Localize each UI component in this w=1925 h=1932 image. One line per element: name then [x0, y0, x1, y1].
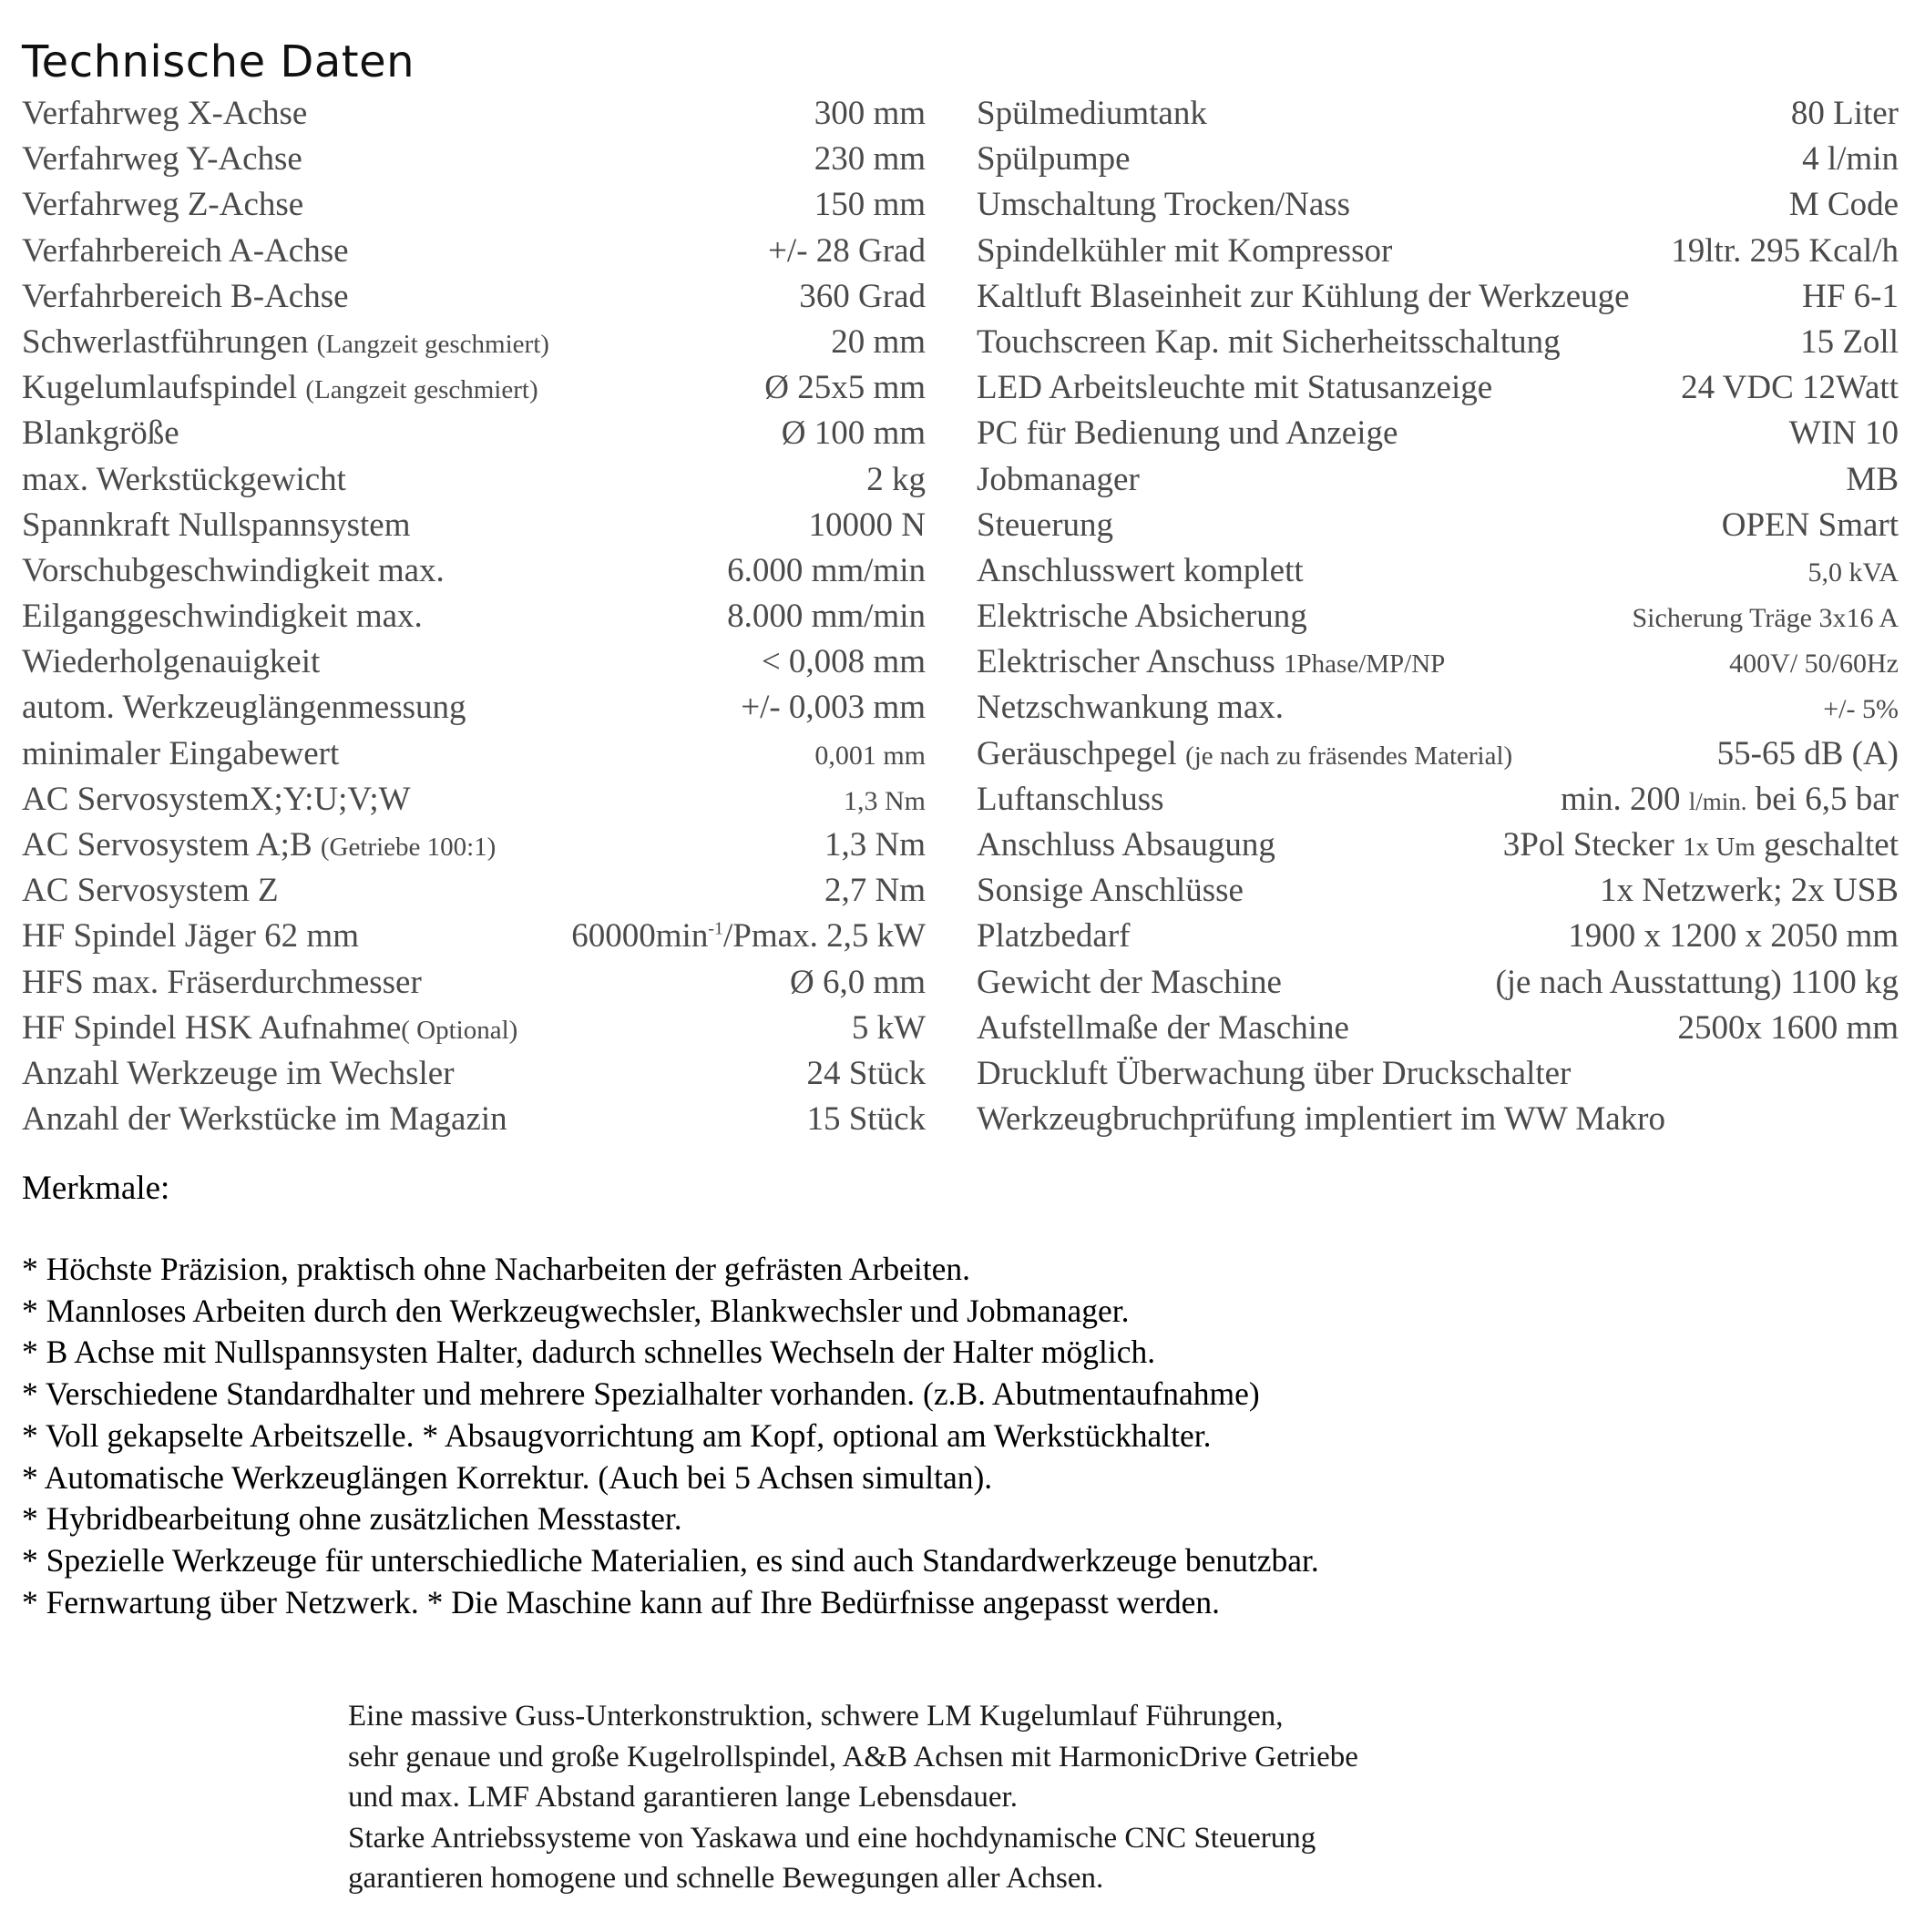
- spec-value: [571, 914, 926, 959]
- spec-note: (Langzeit geschmiert): [305, 375, 538, 405]
- spec-label: Werkzeugbruchprüfung implentiert im WW Makro: [977, 1100, 1665, 1139]
- spec-row: [977, 594, 1899, 639]
- spec-value: 150 mm: [814, 186, 926, 224]
- plug-switch-suffix: geschaltet: [1755, 826, 1899, 864]
- spec-label: HF Spindel HSK Aufnahme: [22, 1008, 402, 1047]
- spec-value: +/- 5%: [1823, 694, 1899, 725]
- spec-label: AC Servosystem A;B: [22, 826, 312, 864]
- spec-row: [22, 594, 926, 639]
- spec-label: Verfahrweg Y-Achse: [22, 140, 302, 179]
- spec-label: autom. Werkzeuglängenmessung: [22, 689, 466, 727]
- spindle-speed: 60000min: [571, 917, 709, 956]
- air-pressure-value: bei 6,5 bar: [1746, 780, 1899, 818]
- air-flow-unit: l/min.: [1688, 787, 1747, 815]
- spec-row: [22, 639, 926, 685]
- spec-row: [22, 960, 926, 1006]
- description-line: und max. LMF Abstand garantieren lange Lebensdauer.: [348, 1781, 1018, 1814]
- spec-table-right: [977, 91, 1899, 1142]
- spec-row: [977, 868, 1899, 914]
- spec-label: Anzahl Werkzeuge im Wechsler: [22, 1054, 455, 1092]
- spec-row: [22, 685, 926, 731]
- air-flow-value: min. 200: [1560, 780, 1689, 818]
- spec-row: [977, 777, 1899, 823]
- spec-label: Kaltluft Blaseinheit zur Kühlung der Werkzeuge: [977, 277, 1630, 315]
- spec-row: [977, 823, 1899, 868]
- spec-row: [22, 411, 926, 456]
- spec-row: [22, 137, 926, 182]
- spec-value: 360 Grad: [799, 277, 926, 315]
- spec-value: 1,3 Nm: [844, 785, 926, 816]
- spec-value: [1503, 823, 1899, 870]
- spec-value: HF 6-1: [1802, 277, 1899, 315]
- spec-value: 1x Netzwerk; 2x USB: [1600, 872, 1899, 910]
- spec-label: Luftanschluss: [977, 780, 1164, 818]
- spec-label: max. Werkstückgewicht: [22, 460, 346, 498]
- spec-row: [977, 503, 1899, 548]
- spec-label: Schwerlastführungen: [22, 322, 309, 361]
- plug-type: 3Pol Stecker: [1502, 826, 1684, 864]
- spec-label: Vorschubgeschwindigkeit max.: [22, 551, 445, 589]
- spec-label: Druckluft Überwachung über Druckschalter: [977, 1054, 1572, 1092]
- spec-value: OPEN Smart: [1721, 506, 1899, 544]
- spec-label: HF Spindel Jäger 62 mm: [22, 917, 359, 956]
- spec-label: AC ServosystemX;Y:U;V;W: [22, 780, 411, 818]
- feature-item: * Mannloses Arbeiten durch den Werkzeugwechsler, Blankwechsler und Jobmanager.: [22, 1292, 1130, 1329]
- spec-value: Ø 100 mm: [781, 414, 926, 453]
- spec-label: minimaler Eingabewert: [22, 734, 340, 772]
- spec-row: [977, 91, 1899, 137]
- features-heading: Merkmale:: [22, 1170, 170, 1207]
- spec-row: [22, 229, 926, 274]
- spec-value: +/- 0,003 mm: [741, 689, 926, 727]
- spec-row: [977, 411, 1899, 456]
- spec-value: 80 Liter: [1790, 95, 1899, 132]
- spec-label: Umschaltung Trocken/Nass: [977, 186, 1351, 224]
- spec-label: Spülmediumtank: [977, 95, 1207, 132]
- spec-row: [22, 503, 926, 548]
- spec-label: PC für Bedienung und Anzeige: [977, 414, 1398, 453]
- spec-value: 2500x 1600 mm: [1677, 1008, 1899, 1047]
- spec-value: MB: [1846, 460, 1899, 498]
- spec-value: 24 VDC 12Watt: [1681, 369, 1899, 407]
- spec-label: Verfahrweg Z-Achse: [22, 186, 304, 224]
- spec-row: [977, 731, 1899, 777]
- spec-row: [22, 731, 926, 777]
- spec-label: Elektrische Absicherung: [977, 598, 1307, 636]
- spec-value: +/- 28 Grad: [768, 231, 926, 270]
- spec-value: 19ltr. 295 Kcal/h: [1671, 231, 1899, 270]
- spec-label: HFS max. Fräserdurchmesser: [22, 963, 422, 1001]
- spec-row: [977, 1051, 1899, 1097]
- page-title: Technische Daten: [22, 36, 415, 87]
- spindle-speed-exponent: -1: [708, 919, 724, 940]
- description-paragraph: [348, 1696, 1358, 1899]
- spindle-power: /Pmax. 2,5 kW: [723, 917, 926, 956]
- feature-item: * Verschiedene Standardhalter und mehrere Spezialhalter vorhanden. (z.B. Abutmentaufnahme): [22, 1375, 1260, 1413]
- spec-row: [977, 639, 1899, 685]
- spec-value: 300 mm: [814, 95, 926, 132]
- spec-value: 6.000 mm/min: [727, 551, 926, 589]
- spec-label: Aufstellmaße der Maschine: [977, 1008, 1349, 1047]
- spec-note: 1Phase/MP/NP: [1284, 649, 1446, 680]
- feature-item: * Fernwartung über Netzwerk. * Die Maschine kann auf Ihre Bedürfnisse angepasst werden.: [22, 1583, 1221, 1620]
- spec-label: Verfahrweg X-Achse: [22, 95, 308, 132]
- spec-label: Spindelkühler mit Kompressor: [977, 231, 1393, 270]
- description-line: sehr genaue und große Kugelrollspindel, A&B Achsen mit HarmonicDrive Getriebe: [348, 1740, 1358, 1774]
- feature-item: * Hybridbearbeitung ohne zusätzlichen Messtaster.: [22, 1500, 682, 1538]
- spec-row: [22, 823, 926, 868]
- spec-row: [977, 274, 1899, 320]
- spec-row: [977, 457, 1899, 503]
- spec-label: Verfahrbereich A-Achse: [22, 231, 349, 270]
- spec-value: 1900 x 1200 x 2050 mm: [1568, 917, 1899, 956]
- spec-note: (Langzeit geschmiert): [316, 329, 549, 359]
- spec-label: Anschlusswert komplett: [977, 551, 1304, 589]
- spec-label: Steuerung: [977, 506, 1114, 544]
- spec-label: Sonsige Anschlüsse: [977, 872, 1244, 910]
- spec-value: Ø 6,0 mm: [789, 963, 926, 1001]
- spec-label: Eilganggeschwindigkeit max.: [22, 598, 423, 636]
- spec-row: [22, 868, 926, 914]
- spec-label: Anzahl der Werkstücke im Magazin: [22, 1100, 507, 1139]
- spec-value: 24 Stück: [806, 1054, 926, 1092]
- spec-note: ( Optional): [401, 1015, 518, 1045]
- spec-row: [977, 548, 1899, 594]
- spec-row: [22, 1051, 926, 1097]
- spec-value: 4 l/min: [1802, 140, 1899, 179]
- feature-item: * Automatische Werkzeuglängen Korrektur. (Auch bei 5 Achsen simultan).: [22, 1458, 993, 1496]
- spec-label: Geräuschpegel: [977, 734, 1177, 772]
- spec-value: Sicherung Träge 3x16 A: [1632, 603, 1899, 634]
- spec-row: [22, 777, 926, 823]
- spec-row: [977, 1006, 1899, 1051]
- spec-value: M Code: [1788, 186, 1899, 224]
- spec-row: [977, 914, 1899, 959]
- spec-row: [22, 914, 926, 959]
- feature-item: * B Achse mit Nullspannsysten Halter, dadurch schnelles Wechseln der Halter möglich.: [22, 1334, 1156, 1371]
- spec-row: [22, 1006, 926, 1051]
- spec-label: Touchscreen Kap. mit Sicherheitsschaltung: [977, 322, 1561, 361]
- plug-switch: 1x Um: [1683, 833, 1756, 862]
- spec-row: [977, 137, 1899, 182]
- spec-row: [977, 685, 1899, 731]
- spec-value: 8.000 mm/min: [727, 598, 926, 636]
- spec-note: (je nach zu fräsendes Material): [1185, 741, 1513, 771]
- spec-label: Spannkraft Nullspannsystem: [22, 506, 411, 544]
- spec-value: 15 Zoll: [1800, 322, 1899, 361]
- spec-value: (je nach Ausstattung) 1100 kg: [1495, 963, 1899, 1001]
- spec-value: 230 mm: [814, 140, 926, 179]
- spec-row: [977, 320, 1899, 365]
- spec-row: [22, 365, 926, 411]
- spec-row: [22, 548, 926, 594]
- spec-value: 55-65 dB (A): [1716, 734, 1899, 772]
- spec-value: 5 kW: [851, 1008, 926, 1047]
- spec-label: Netzschwankung max.: [977, 689, 1285, 727]
- spec-row: [22, 1097, 926, 1142]
- spec-row: [977, 1097, 1899, 1142]
- features-section: [22, 1168, 1319, 1623]
- spec-row: [22, 274, 926, 320]
- spec-value: [1561, 777, 1899, 824]
- spec-row: [22, 320, 926, 365]
- spec-value: 15 Stück: [806, 1100, 926, 1139]
- spec-row: [977, 365, 1899, 411]
- spec-label: Elektrischer Anschuss: [977, 643, 1275, 681]
- spec-label: AC Servosystem Z: [22, 872, 279, 910]
- spec-value: < 0,008 mm: [761, 643, 926, 681]
- description-line: garantieren homogene und schnelle Bewegungen aller Achsen.: [348, 1862, 1104, 1896]
- spec-label: Gewicht der Maschine: [977, 963, 1282, 1001]
- spec-label: Verfahrbereich B-Achse: [22, 277, 349, 315]
- spec-note: (Getriebe 100:1): [320, 833, 497, 862]
- spec-table-left: [22, 91, 926, 1142]
- feature-item: * Voll gekapselte Arbeitszelle. * Absaugvorrichtung am Kopf, optional am Werkstückhalter.: [22, 1416, 1212, 1454]
- spec-label: LED Arbeitsleuchte mit Statusanzeige: [977, 369, 1493, 407]
- spec-label: Wiederholgenauigkeit: [22, 643, 321, 681]
- description-line: Starke Antriebssysteme von Yaskawa und eine hochdynamische CNC Steuerung: [348, 1821, 1316, 1855]
- feature-item: * Höchste Präzision, praktisch ohne Nacharbeiten der gefrästen Arbeiten.: [22, 1251, 970, 1287]
- spec-label: Anschluss Absaugung: [977, 826, 1275, 864]
- spec-row: [977, 229, 1899, 274]
- spec-row: [977, 960, 1899, 1006]
- spec-value: 20 mm: [831, 322, 926, 361]
- spec-value: 2,7 Nm: [824, 872, 926, 910]
- spec-value: Ø 25x5 mm: [764, 369, 926, 407]
- spec-value: 2 kg: [866, 460, 926, 498]
- spec-value: 0,001 mm: [814, 740, 926, 771]
- spec-value: 1,3 Nm: [824, 826, 926, 864]
- spec-label: Jobmanager: [977, 460, 1140, 498]
- spec-label: Blankgröße: [22, 414, 179, 453]
- spec-value: WIN 10: [1788, 414, 1899, 453]
- spec-row: [22, 457, 926, 503]
- spec-label: Kugelumlaufspindel: [22, 369, 298, 407]
- spec-value: 5,0 kVA: [1807, 557, 1899, 588]
- spec-value: 400V/ 50/60Hz: [1729, 649, 1899, 680]
- spec-label: Spülpumpe: [977, 140, 1131, 179]
- feature-item: * Spezielle Werkzeuge für unterschiedliche Materialien, es sind auch Standardwerkzeuge benutzbar.: [22, 1541, 1319, 1579]
- spec-row: [22, 182, 926, 228]
- description-line: Eine massive Guss-Unterkonstruktion, schwere LM Kugelumlauf Führungen,: [348, 1700, 1284, 1733]
- spec-value: 10000 N: [808, 506, 926, 544]
- spec-label: Platzbedarf: [977, 917, 1131, 956]
- spec-row: [977, 182, 1899, 228]
- spec-row: [22, 91, 926, 137]
